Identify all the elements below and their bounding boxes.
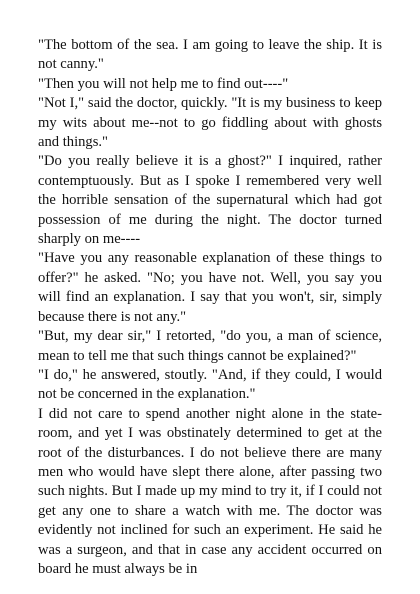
paragraph: "The bottom of the sea. I am going to leave the ship. It is not canny." bbox=[38, 37, 382, 73]
paragraph: I did not care to spend another night alone in the state-room, and yet I was obstinately determined to get at the root of the disturbances. I do not believe there are many men who would have slept there alone, after passing two such nights. But I made up my mind to try it, if I could not get any one to share a watch with me. The doctor was evidently not inclined for such an experiment. He said he was a surgeon, and that in case any accident occurred on board he must always be in bbox=[38, 405, 382, 577]
paragraph: "I do," he answered, stoutly. "And, if they could, I would not be concerned in the explanation." bbox=[38, 366, 382, 403]
paragraph: "Then you will not help me to find out----" bbox=[38, 75, 289, 92]
book-page bbox=[38, 36, 382, 579]
paragraph: "But, my dear sir," I retorted, "do you, a man of science, mean to tell me that such things cannot be explained?" bbox=[38, 328, 382, 364]
paragraph: "Do you really believe it is a ghost?" I inquired, rather contemptuously. But as I spoke I remembered very well the horrible sensation of the supernatural which had got possession of me during the night. The doctor turned sharply on me---- bbox=[38, 153, 382, 248]
paragraph: "Have you any reasonable explanation of these things to offer?" he asked. "No; you have not. Well, you say you will find an explanation. I say that you won't, sir, simply because there is not any." bbox=[38, 250, 382, 325]
paragraph: "Not I," said the doctor, quickly. "It is my business to keep my wits about me--not to go fiddling about with ghosts and things." bbox=[38, 95, 382, 151]
